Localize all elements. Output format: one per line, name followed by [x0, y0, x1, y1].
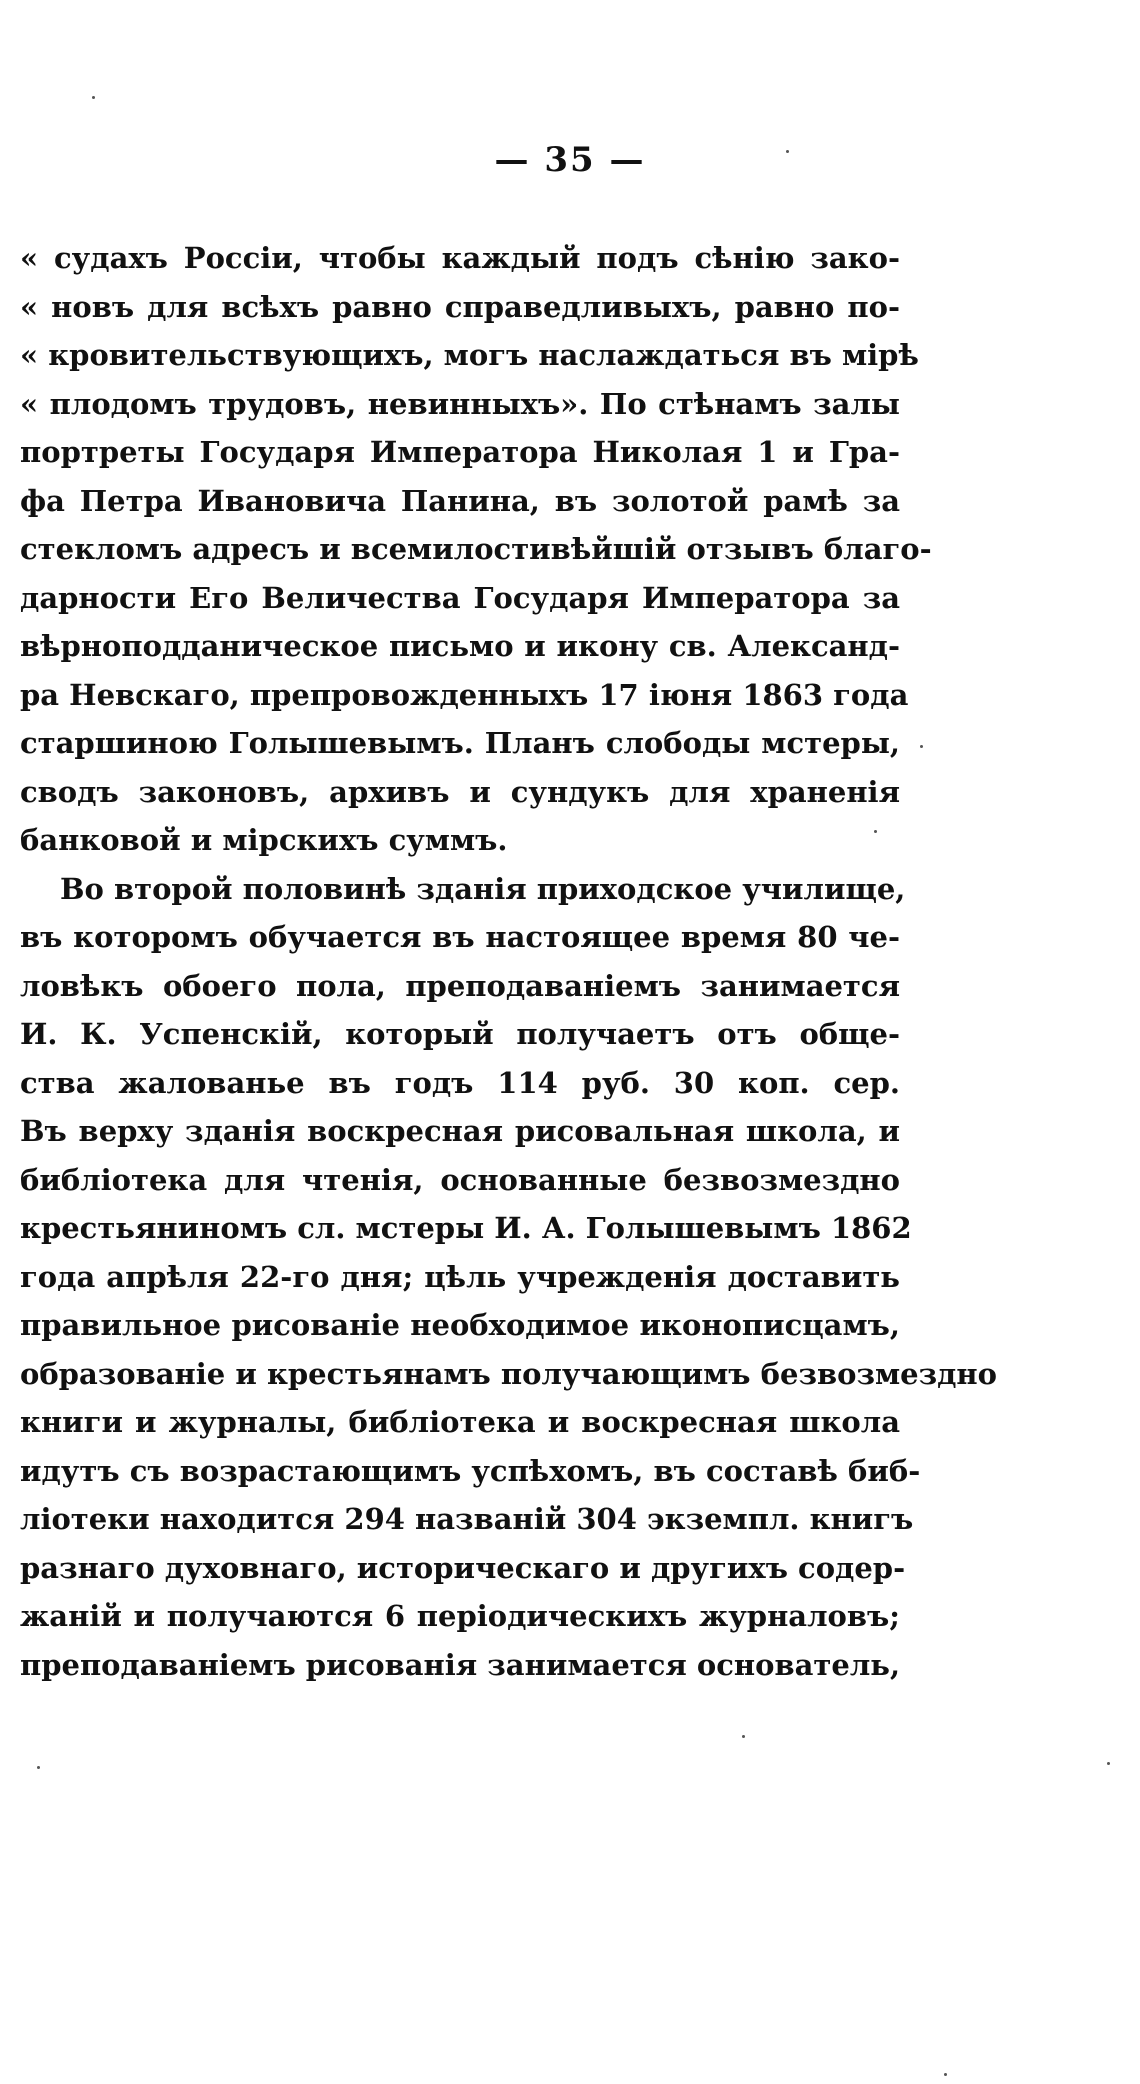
text-line: банковой и мірскихъ суммъ.	[20, 823, 508, 857]
text-line: года апрѣля 22-го дня; цѣль учрежденія доставить	[20, 1259, 900, 1294]
scan-speck	[874, 830, 877, 833]
text-line: книги и журналы, библіотека и воскресная школа	[20, 1405, 900, 1439]
scan-speck	[742, 1735, 745, 1738]
text-line: « плодомъ трудовъ, невинныхъ». По стѣнамъ залы	[20, 386, 900, 421]
text-line: правильное рисованіе необходимое иконописцамъ,	[20, 1308, 900, 1342]
paragraph-1	[20, 234, 932, 865]
text-line: фа Петра Ивановича Панина, въ золотой рамѣ за	[20, 483, 900, 518]
text-line: стекломъ адресъ и всемилостивѣйшій отзывъ благо-	[20, 532, 932, 566]
text-line: Въ верху зданія воскресная рисовальная школа, и	[20, 1114, 900, 1148]
text-line: разнаго духовнаго, историческаго и другихъ содер-	[20, 1550, 906, 1585]
paragraph-2	[20, 865, 997, 1690]
text-line: И. К. Успенскій, который получаетъ отъ обще-	[20, 1017, 900, 1051]
text-line: жаній и получаются 6 періодическихъ журналовъ;	[20, 1599, 900, 1633]
text-line: дарности Его Величества Государя Императора за	[20, 580, 900, 615]
text-line: старшиною Голышевымъ. Планъ слободы мстеры,	[20, 726, 900, 760]
text-line: идутъ съ возрастающимъ успѣхомъ, въ составѣ биб-	[20, 1453, 921, 1488]
scan-speck	[37, 1766, 40, 1769]
text-line: Во второй половинѣ зданія приходское училище,	[60, 871, 906, 906]
text-line: портреты Государя Императора Николая 1 и Гра-	[20, 435, 900, 469]
scan-speck	[920, 745, 923, 748]
text-line: « судахъ Россіи, чтобы каждый подъ сѣнію зако-	[20, 241, 900, 275]
text-line: образованіе и крестьянамъ получающимъ безвозмездно	[20, 1356, 997, 1391]
text-line: библіотека для чтенія, основанные безвозмездно	[20, 1162, 900, 1197]
text-line: сводъ законовъ, архивъ и сундукъ для храненія	[20, 774, 900, 809]
text-line: ра Невскаго, препровожденныхъ 17 іюня 1863 года	[20, 677, 909, 712]
scan-speck	[1107, 1762, 1110, 1765]
scan-speck	[786, 150, 789, 153]
text-line: крестьяниномъ сл. мстеры И. А. Голышевымъ 1862	[20, 1211, 912, 1245]
text-line: преподаваніемъ рисованія занимается основатель,	[20, 1647, 901, 1682]
scan-speck	[92, 96, 95, 99]
text-line: ства жалованье въ годъ 114 руб. 30 коп. сер.	[20, 1065, 900, 1100]
text-line: вѣрноподданическое письмо и икону св. Александ-	[20, 629, 900, 663]
text-line: въ которомъ обучается въ настоящее время 80 че-	[20, 920, 900, 954]
page-number: — 35 —	[494, 140, 646, 180]
text-line: « новъ для всѣхъ равно справедливыхъ, равно по-	[20, 289, 900, 324]
text-line: ловѣкъ обоего пола, преподаваніемъ занимается	[20, 968, 900, 1003]
body-text	[20, 234, 997, 1689]
scan-speck	[944, 2073, 947, 2076]
text-line: ліотеки находится 294 названій 304 экземпл. книгъ	[20, 1502, 914, 1536]
text-line: « кровительствующихъ, могъ наслаждаться въ мірѣ	[20, 338, 919, 372]
